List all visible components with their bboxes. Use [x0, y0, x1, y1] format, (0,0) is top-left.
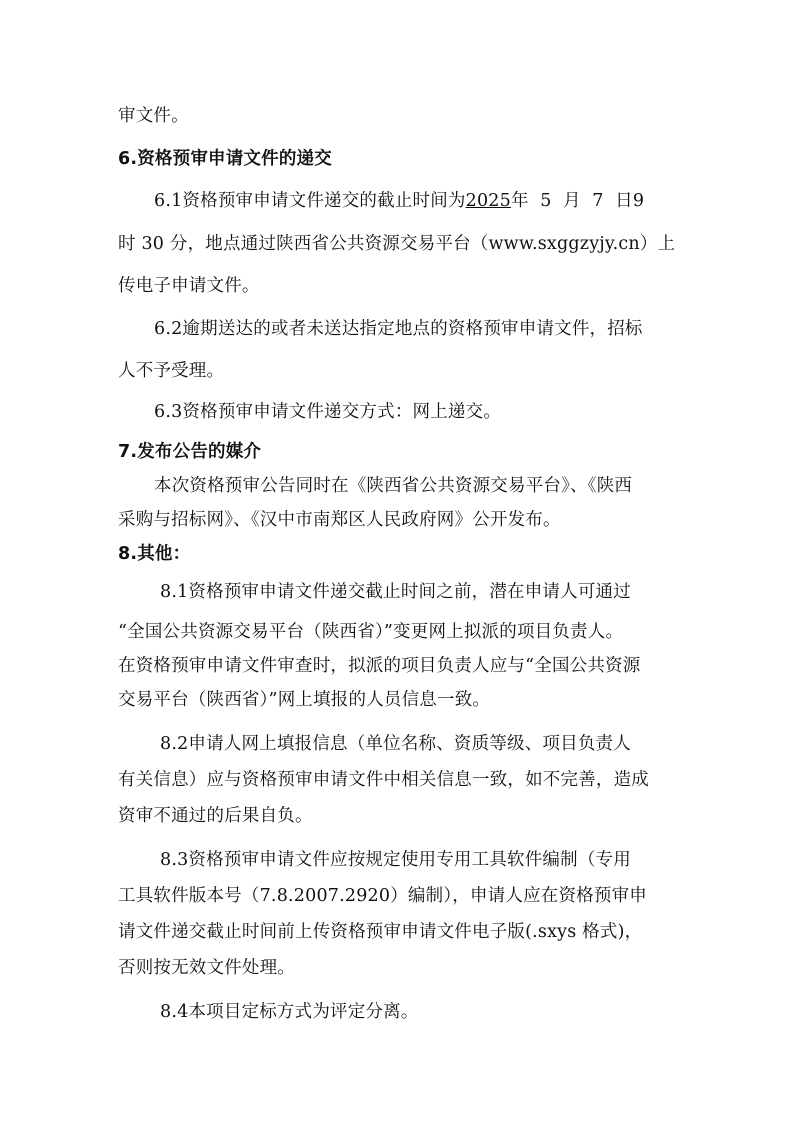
paragraph-8-1-line-1: 8.1资格预审申请文件递交截止时间之前，潜在申请人可通过: [160, 582, 631, 602]
paragraph-8-2-line-1: 8.2申请人网上填报信息（单位名称、资质等级、项目负责人: [160, 734, 631, 754]
text-line: 审文件。: [118, 106, 189, 126]
paragraph-8-3-line-3: 请文件递交截止时间前上传资格预审申请文件电子版(.sxys 格式)，: [118, 922, 643, 942]
paragraph-6-2-line-2: 人不予受理。: [118, 361, 225, 381]
text-run: 6.1资格预审申请文件递交的截止时间为: [154, 191, 466, 211]
paragraph-8-3-line-4: 否则按无效文件处理。: [118, 958, 295, 978]
deadline-year: 2025: [465, 191, 511, 211]
paragraph-7-line-1: 本次资格预审公告同时在《陕西省公共资源交易平台》、《陕西: [154, 476, 633, 496]
paragraph-6-1-line-1: [118, 189, 678, 213]
paragraph-8-2-line-2: 有关信息）应与资格预审申请文件中相关信息一致，如不完善，造成: [118, 770, 649, 790]
paragraph-6-3: 6.3资格预审申请文件递交方式：网上递交。: [154, 402, 502, 422]
paragraph-6-1-line-2: 时 30 分，地点通过陕西省公共资源交易平台（www.sxggzyjy.cn）上: [118, 234, 676, 254]
paragraph-8-1-line-2: “全国公共资源交易平台（陕西省）”变更网上拟派的项目负责人。: [118, 622, 624, 642]
paragraph-8-1-line-3: 在资格预审申请文件审查时，拟派的项目负责人应与“全国公共资源: [118, 656, 641, 676]
paragraph-8-4: 8.4本项目定标方式为评定分离。: [160, 1002, 419, 1022]
section-heading-6: 6.资格预审申请文件的递交: [118, 149, 332, 169]
paragraph-7-line-2: 采购与招标网》、《汉中市南郑区人民政府网》公开发布。: [118, 510, 561, 530]
section-heading-8: 8.其他：: [118, 544, 191, 564]
paragraph-8-2-line-3: 资审不通过的后果自负。: [118, 806, 313, 826]
section-heading-7: 7.发布公告的媒介: [118, 442, 262, 462]
paragraph-8-3-line-2: 工具软件版本号（7.8.2007.2920）编制），申请人应在资格预审申: [118, 886, 647, 906]
text-run: 年 5 月 7 日9: [510, 191, 645, 211]
paragraph-8-1-line-4: 交易平台（陕西省）”网上填报的人员信息一致。: [118, 690, 491, 710]
paragraph-8-3-line-1: 8.3资格预审申请文件应按规定使用专用工具软件编制（专用: [160, 850, 631, 870]
paragraph-6-1-line-3: 传电子申请文件。: [118, 276, 260, 296]
paragraph-6-2-line-1: 6.2逾期送达的或者未送达指定地点的资格预审申请文件，招标: [154, 319, 643, 339]
